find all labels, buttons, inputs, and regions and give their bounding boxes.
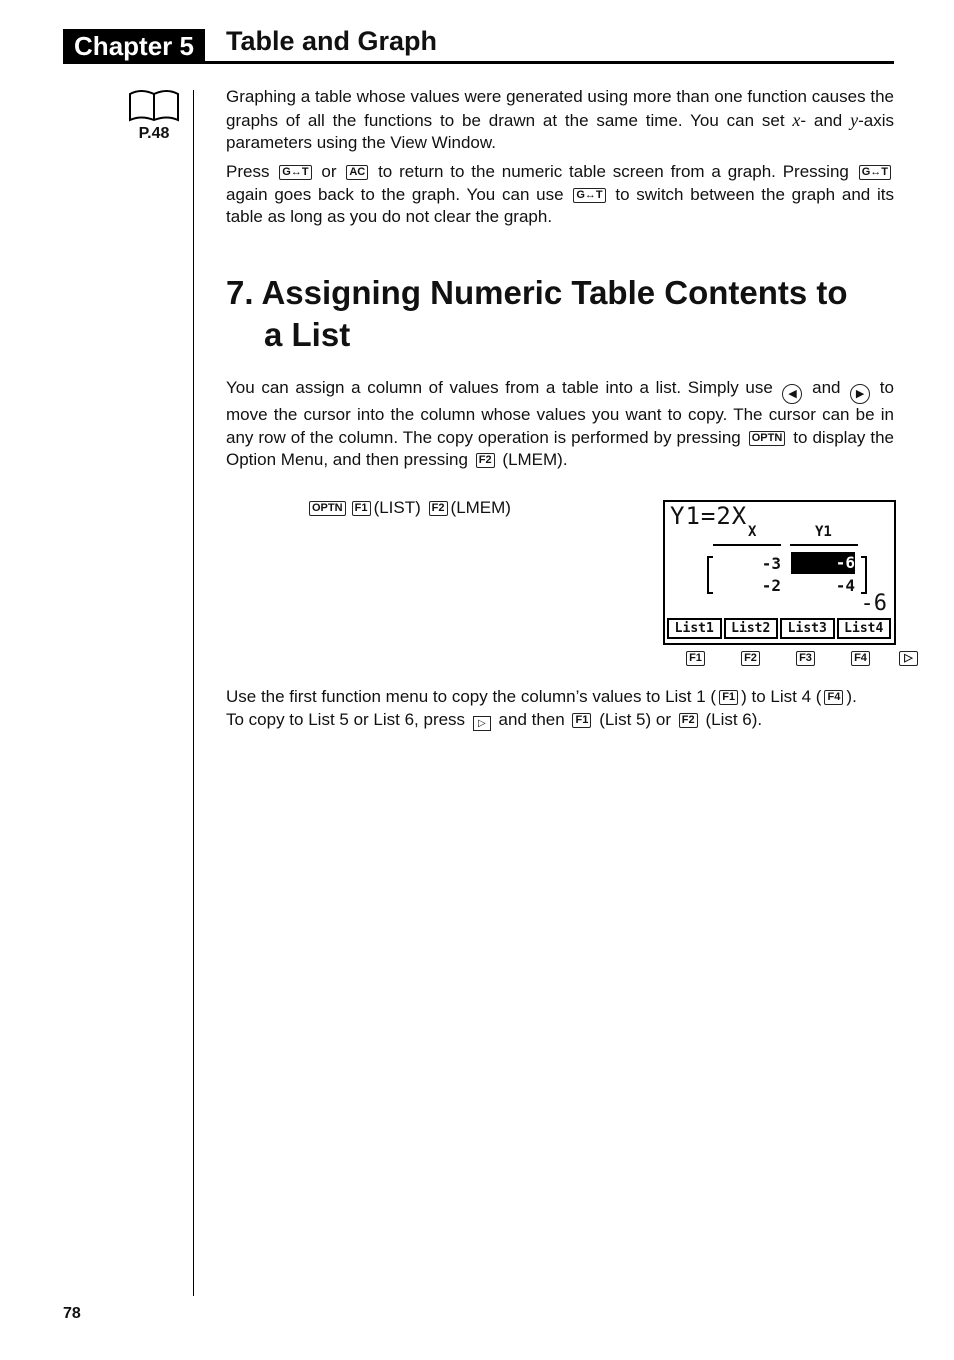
lcd-menu-list1: List1 <box>667 618 722 639</box>
f2-key: F2 <box>429 501 448 516</box>
left-arrow-key-icon: ◀ <box>782 384 802 404</box>
paragraph-function-menu: Use the first function menu to copy the column’s values to List 1 ( F1 ) to List 4 ( F4 ). To copy to List 5 or List 6, press ▷ and then F1 (List 5) or F2 (List 6). <box>226 687 857 729</box>
lcd-title: Y1=2X <box>670 502 748 530</box>
f4-key: F4 <box>824 690 843 705</box>
f1-key: F1 <box>719 690 738 705</box>
margin-rule <box>193 90 194 1296</box>
lcd-cell-cursor: -6 <box>791 552 855 574</box>
lcd-bracket-left <box>707 556 713 594</box>
f3-key: F3 <box>796 651 815 666</box>
next-menu-key: ▷ <box>473 716 491 731</box>
paragraph-graph-table: Graphing a table whose values were generated using more than one function causes the graphs of all the functions to be drawn at the same time. You can set x- and y-axis parameters using the View Window. <box>226 87 894 152</box>
lcd-cell: -4 <box>835 576 855 595</box>
next-menu-key: ▷ <box>899 651 918 666</box>
f2-key: F2 <box>679 713 698 728</box>
lcd-value: -6 <box>860 591 887 616</box>
lcd-column-rule <box>790 544 858 546</box>
f4-key: F4 <box>851 651 870 666</box>
lcd-column-rule <box>713 544 781 546</box>
right-arrow-key-icon: ▶ <box>850 384 870 404</box>
f1-key: F1 <box>686 651 705 666</box>
page-number: 78 <box>63 1305 81 1322</box>
lcd-column-y1: Y1 <box>815 524 832 540</box>
page-reference-label: P.48 <box>138 125 170 142</box>
optn-key: OPTN <box>749 431 786 446</box>
calculator-screen <box>663 500 896 645</box>
section-heading: 7. Assigning Numeric Table Contents to a List <box>226 274 848 353</box>
lcd-menu-list2: List2 <box>724 618 779 639</box>
f1-key: F1 <box>352 501 371 516</box>
lcd-cell: -2 <box>761 576 781 595</box>
optn-key: OPTN <box>309 501 346 516</box>
chapter-tag: Chapter 5 <box>63 29 205 63</box>
f2-key: F2 <box>476 453 495 468</box>
header-rule <box>63 61 894 64</box>
key-sequence: OPTN F1 (LIST) F2 (LMEM) <box>306 498 511 518</box>
paragraph-assign-list: You can assign a column of values from a table into a list. Simply use ◀ and ▶ to move the cursor into the column whose values you want to copy. The cursor can be in any row of the column. The copy operation is performed by pressing OPTN to display the Option Menu, and then pressing F2 (LMEM). <box>226 378 894 469</box>
lcd-menu-list3: List3 <box>780 618 835 639</box>
lcd-menu-list4: List4 <box>837 618 892 639</box>
lcd-bracket-right <box>861 556 867 594</box>
chapter-title: Table and Graph <box>226 26 438 56</box>
f1-key: F1 <box>572 713 591 728</box>
paragraph-gt-key: Press G↔T or AC to return to the numeric table screen from a graph. Pressing G↔T again goes back to the graph. You can use G↔T to switch between the graph and its table as long as you do not clear the graph. <box>226 162 894 226</box>
gt-key: G↔T <box>859 165 891 180</box>
lcd-column-x: X <box>748 524 757 540</box>
book-icon <box>127 88 181 122</box>
lcd-cell: -3 <box>761 554 781 573</box>
gt-key: G↔T <box>279 165 311 180</box>
f2-key: F2 <box>741 651 760 666</box>
gt-key: G↔T <box>573 188 605 203</box>
page-reference <box>126 88 182 143</box>
lcd-function-menu <box>667 618 891 639</box>
ac-key: AC <box>346 165 368 180</box>
function-keys <box>686 651 922 671</box>
